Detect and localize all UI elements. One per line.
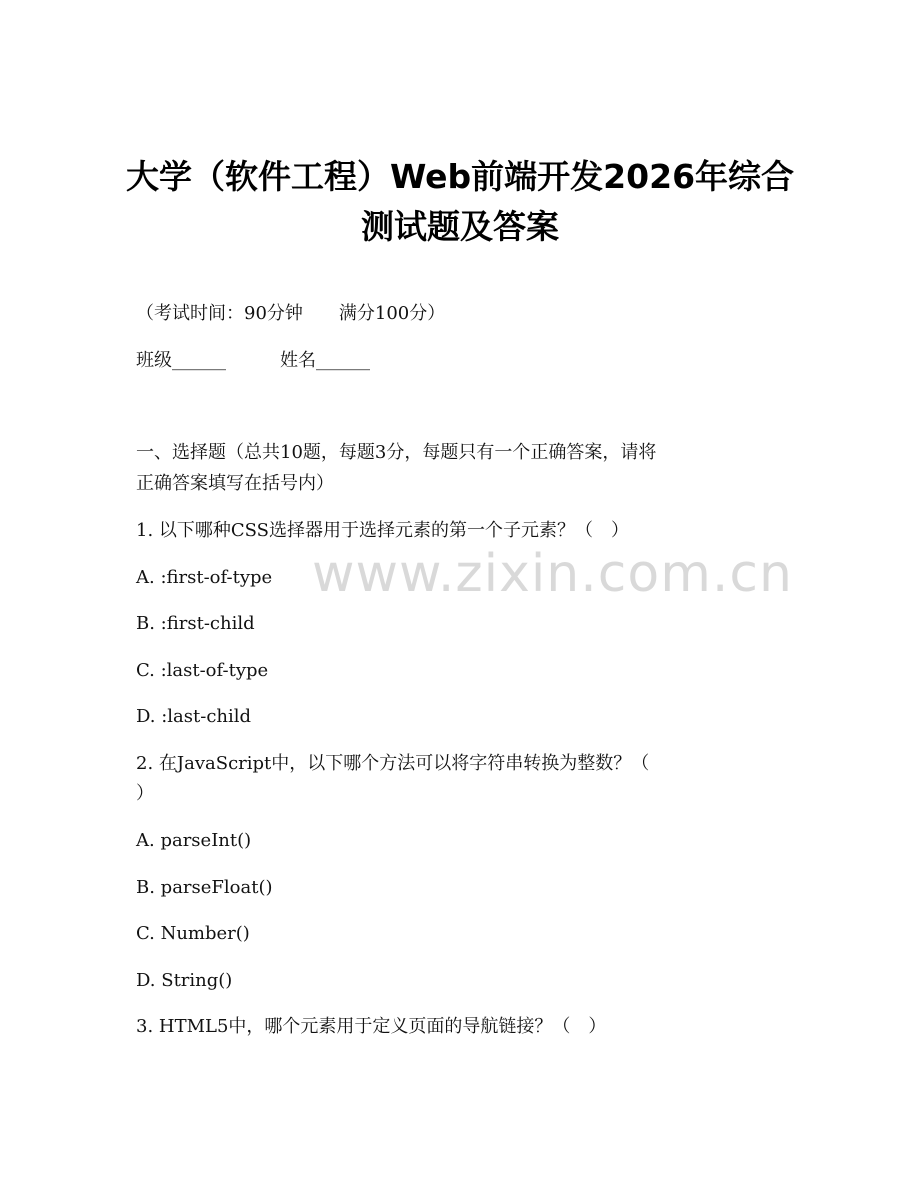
section-heading-line1: 一、选择题（总共10题，每题3分，每题只有一个正确答案，请将 xyxy=(136,442,657,463)
question-1-stem: 1. 以下哪种CSS选择器用于选择元素的第一个子元素？（ ） xyxy=(136,520,630,541)
question-2-stem-line1: 2. 在JavaScript中，以下哪个方法可以将字符串转换为整数？（ xyxy=(136,753,650,774)
question-2-option-d: D. String() xyxy=(136,970,233,991)
name-field-label: 姓名______ xyxy=(280,350,370,371)
watermark-text: www.zixin.com.cn xyxy=(312,544,793,604)
section-heading-line2: 正确答案填写在括号内） xyxy=(136,473,334,494)
question-1-option-a: A. :first-of-type xyxy=(136,567,273,588)
document-title-line2: 测试题及答案 xyxy=(361,207,559,246)
question-3-stem: 3. HTML5中，哪个元素用于定义页面的导航链接？（ ） xyxy=(136,1016,607,1037)
class-field-label: 班级______ xyxy=(136,350,226,371)
question-1-option-b: B. :first-child xyxy=(136,613,255,634)
document-title-line1: 大学（软件工程）Web前端开发2026年综合 xyxy=(125,157,795,196)
exam-info: （考试时间：90分钟 满分100分） xyxy=(136,303,446,324)
question-2-option-a: A. parseInt() xyxy=(136,830,252,851)
question-1-option-d: D. :last-child xyxy=(136,706,252,727)
question-1-option-c: C. :last-of-type xyxy=(136,660,269,681)
question-2-option-c: C. Number() xyxy=(136,923,250,944)
question-2-option-b: B. parseFloat() xyxy=(136,877,273,898)
student-fields xyxy=(136,349,370,373)
question-2-stem-line2: ） xyxy=(136,783,154,804)
